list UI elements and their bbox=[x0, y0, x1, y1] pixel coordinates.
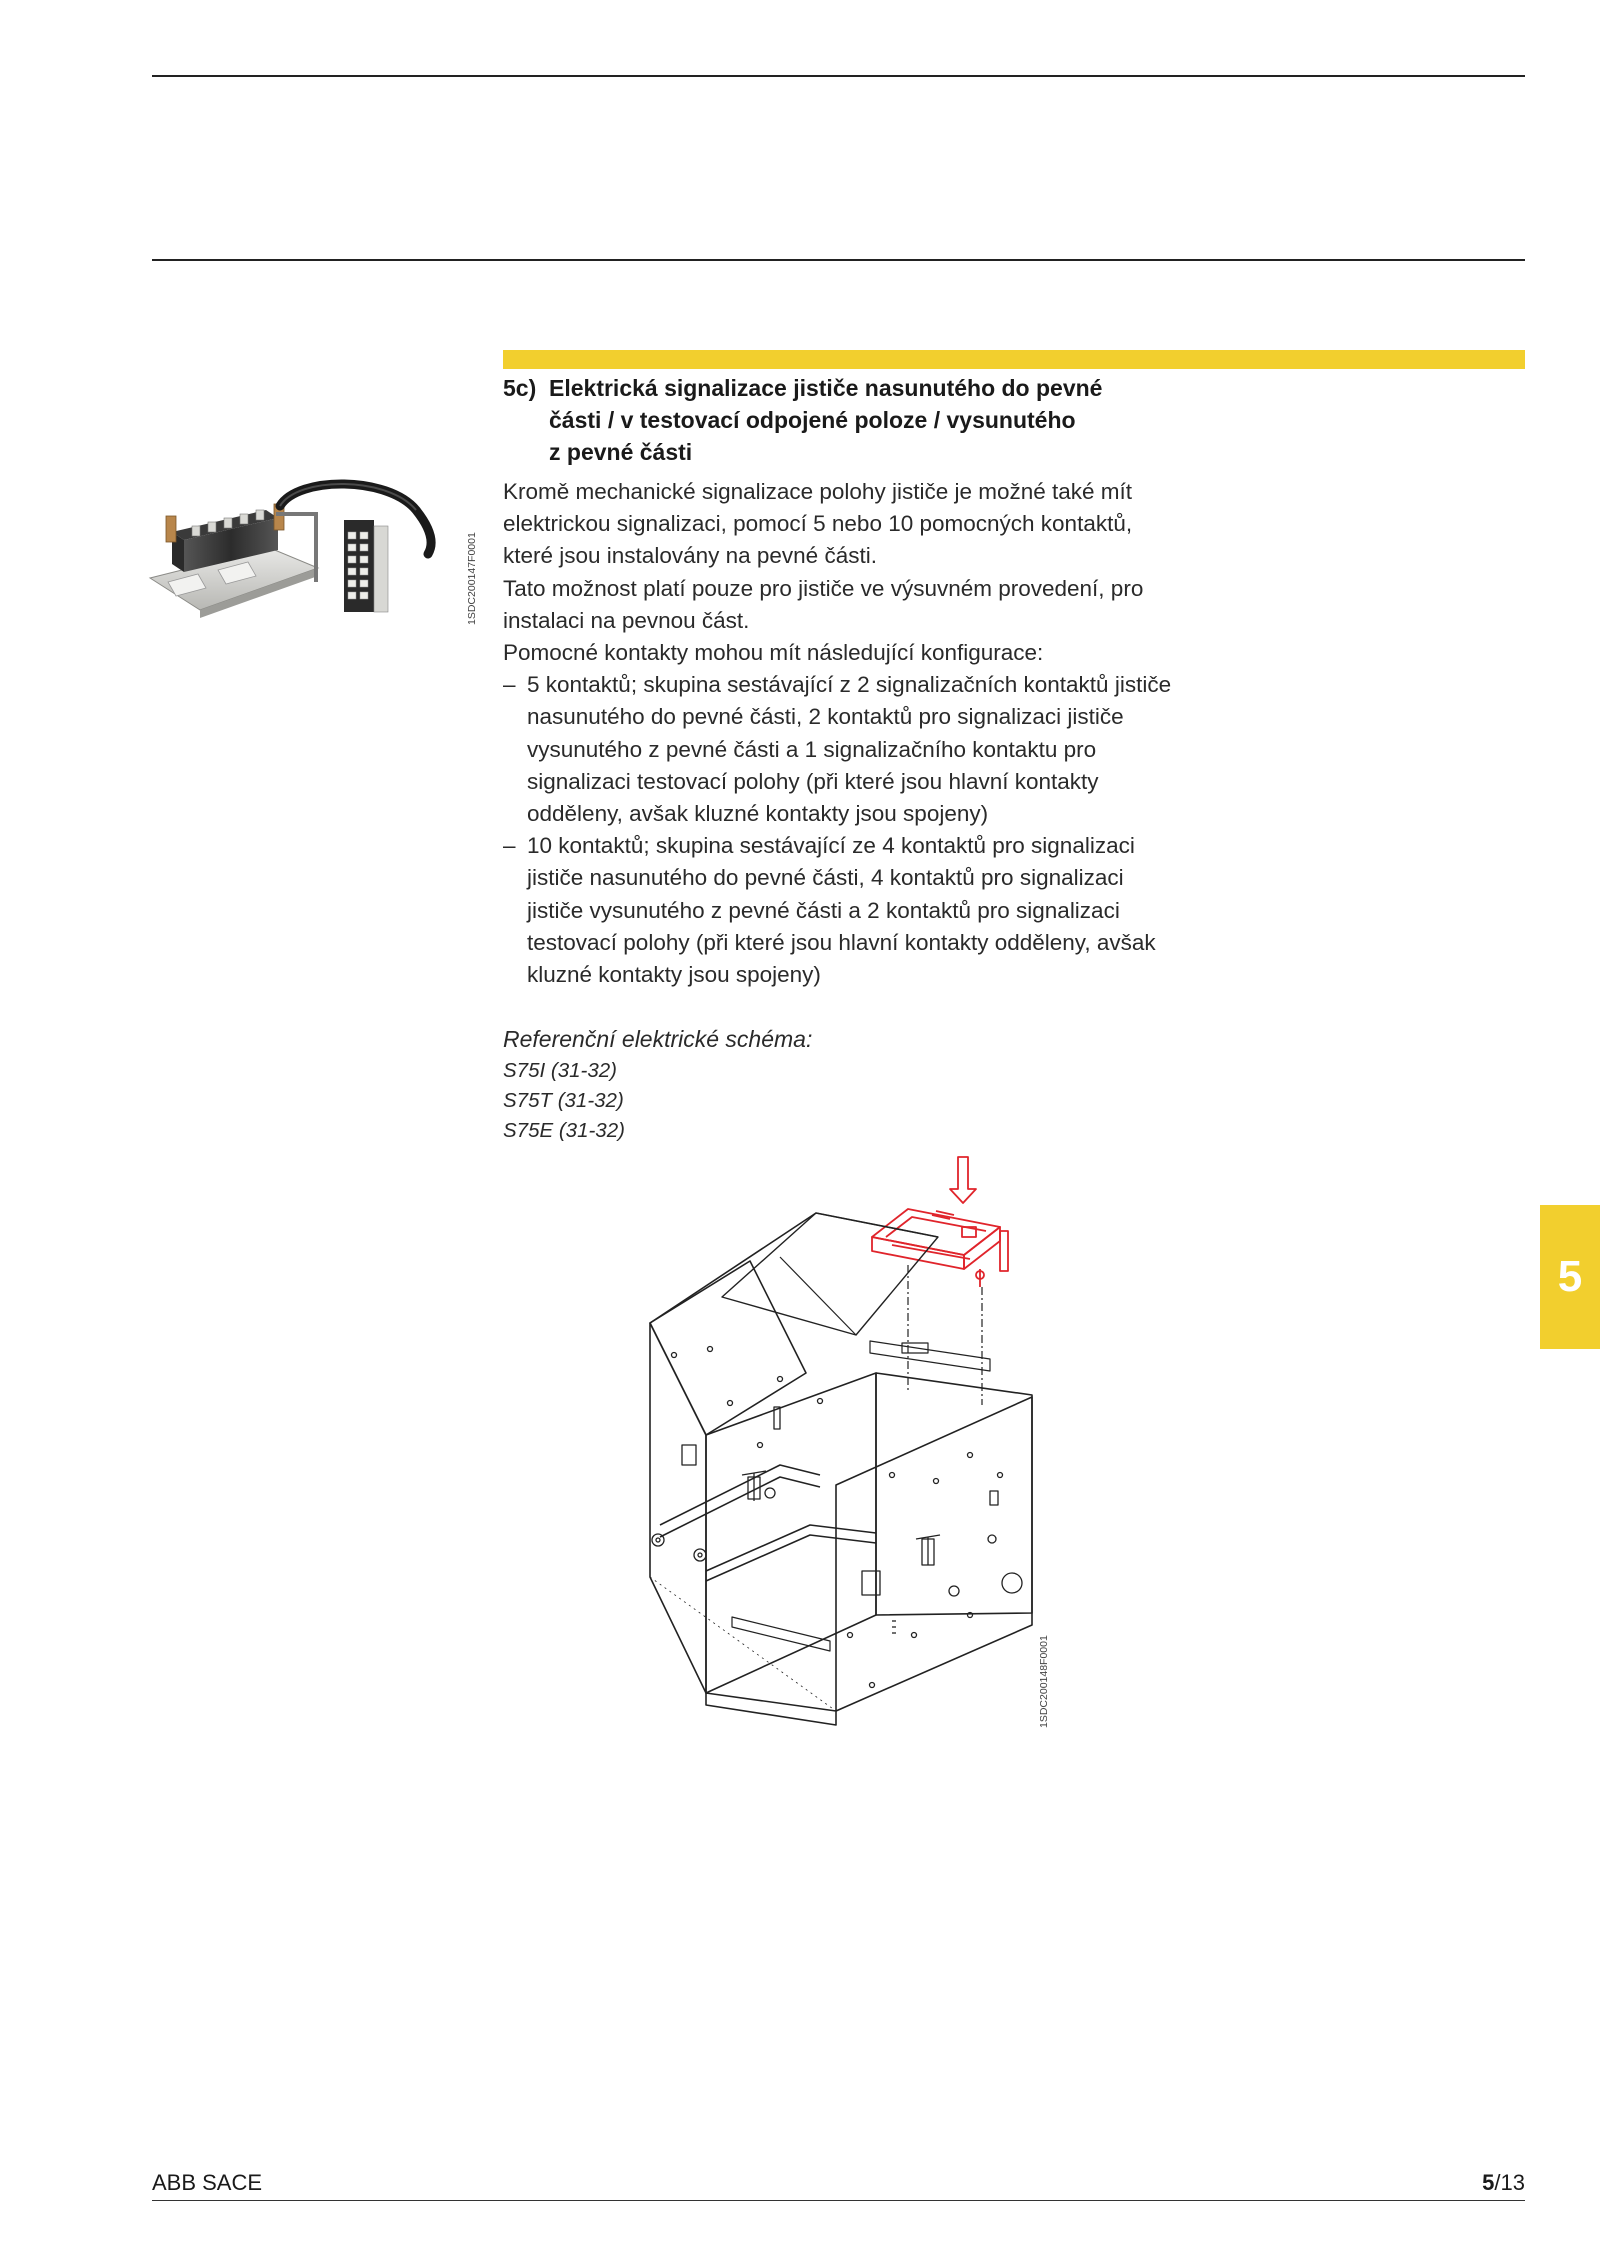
reference-item: S75I (31-32) bbox=[503, 1059, 617, 1082]
list-item bbox=[503, 669, 1175, 830]
page-index: /13 bbox=[1494, 2170, 1525, 2195]
section-title-line-2: části / v testovací odpojené poloze / vysunutého bbox=[549, 407, 1076, 433]
fixed-part-diagram bbox=[640, 1145, 1050, 1735]
list-dash: – bbox=[503, 833, 516, 859]
list-item-text: 10 kontaktů; skupina sestávající ze 4 kontaktů pro signalizaci jističe nasunutého do pevné části, 4 kontaktů pro signalizaci jističe vysunutého z pevné části a 2 kontaktů pro signalizaci testovací polohy (při které jsou hlavní kontakty odděleny, avšak kluzné kontakty jsou spojeny) bbox=[527, 833, 1156, 988]
diagram-figure-code: 1SDC200148F0001 bbox=[1038, 1635, 1050, 1728]
section-accent-bar bbox=[503, 350, 1525, 369]
header-rule-top bbox=[152, 75, 1525, 77]
footer-company: ABB SACE bbox=[152, 2170, 263, 2195]
section-number: 5c) bbox=[503, 375, 537, 401]
auxiliary-contact-unit bbox=[872, 1209, 1008, 1287]
body-paragraph: Tato možnost platí pouze pro jističe ve výsuvném provedení, pro instalaci na pevnou část. bbox=[503, 575, 1144, 633]
page-chapter: 5 bbox=[1482, 2170, 1495, 2195]
auxiliary-contacts-photo bbox=[148, 470, 468, 630]
insert-arrow-icon bbox=[950, 1157, 976, 1203]
list-dash: – bbox=[503, 672, 516, 698]
section-title-line-1: Elektrická signalizace jističe nasunutého do pevné bbox=[549, 375, 1103, 401]
reference-item: S75E (31-32) bbox=[503, 1119, 625, 1142]
reference-heading: Referenční elektrické schéma: bbox=[503, 1026, 813, 1052]
chapter-tab-label: 5 bbox=[1557, 1252, 1583, 1301]
reference-schemes bbox=[503, 1022, 1003, 1146]
body-paragraph: Pomocné kontakty mohou mít následující konfigurace: bbox=[503, 640, 1044, 666]
header-rule-bottom bbox=[152, 259, 1525, 261]
chapter-tab bbox=[1540, 1205, 1600, 1349]
list-item bbox=[503, 830, 1175, 991]
reference-item: S75T (31-32) bbox=[503, 1089, 624, 1112]
section-title bbox=[503, 372, 1203, 468]
description-body bbox=[503, 476, 1175, 991]
footer-rule bbox=[152, 2200, 1525, 2201]
body-paragraph: Kromě mechanické signalizace polohy jističe je možné také mít elektrickou signalizaci, pomocí 5 nebo 10 pomocných kontaktů, které jsou instalovány na pevné části. bbox=[503, 479, 1133, 569]
section-title-line-3: z pevné části bbox=[549, 439, 693, 465]
list-item-text: 5 kontaktů; skupina sestávající z 2 signalizačních kontaktů jističe nasunutého do pevné části, 2 kontaktů pro signalizaci jističe vysunutého z pevné části a 1 signalizačního kontaktu pro signalizaci testovací polohy (při které jsou hlavní kontakty odděleny, avšak kluzné kontakty jsou spojeny) bbox=[527, 672, 1172, 827]
photo-figure-code: 1SDC200147F0001 bbox=[466, 532, 478, 625]
page-number bbox=[1482, 2170, 1525, 2196]
